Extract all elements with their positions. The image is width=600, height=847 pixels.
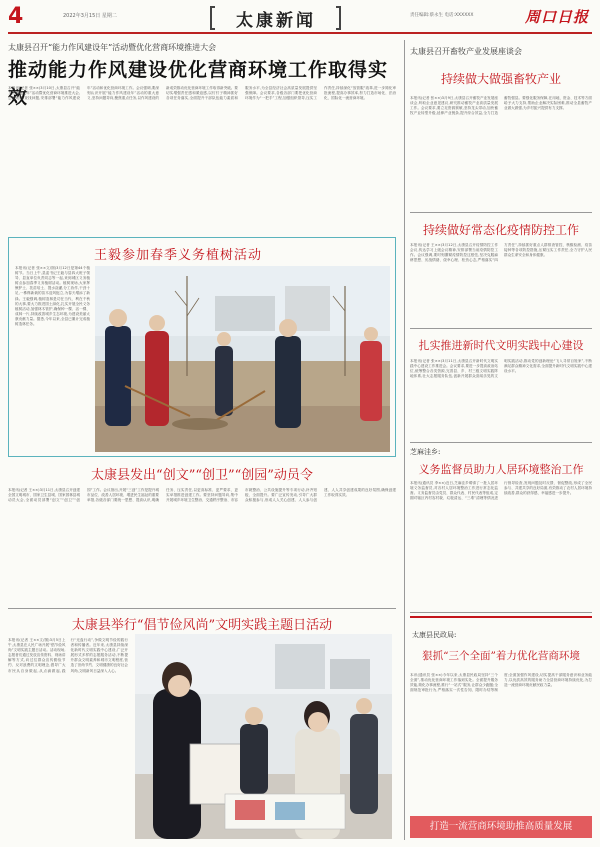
article-1-body: 本报讯(记者 张××)3月10日,太康县召开“能力作风建设年”活动暨优化营商环境推进大会,总结成绩,查找问题,安排部署“能力作风建设年”活动和优化营商环境工作。会议强调,要深刻认识开展“能力作风建设年”活动的重大意义,坚持问题导向,聚焦重点任务,以作风建设的新成效推动优化营商环境工作取得新突破。要切实增强责任感和紧迫感,以钉钉子精神抓好各项任务落实,全面提升干部队伍能力素质和服务水平,为全县经济社会高质量发展提供坚强保障。会议要求,各级各部门要把优化营商环境作为“一把手”工程,加强组织领导,压实工作责任,持续深化“放管服”改革,进一步简化审批流程,提高办事效率,努力打造市场化、法治化、国际化一流营商环境。 <box>8 86 396 101</box>
article-4-headline: 太康县举行“倡节俭风尚”文明实践主题日活动 <box>71 618 333 633</box>
article-2 <box>8 237 396 457</box>
right-article-5 <box>410 616 592 846</box>
right-article-5-kicker: 太康县民政局: <box>412 631 457 639</box>
column-divider <box>404 40 405 840</box>
right-article-2 <box>410 215 592 327</box>
article-2-headline: 王毅参加春季义务植树活动 <box>94 248 263 263</box>
right-article-4-kicker: 芝麻洼乡: <box>410 448 441 456</box>
right-divider-4 <box>410 612 592 613</box>
tree-planting-photo <box>95 266 390 452</box>
section-title: 太康新闻 <box>236 11 316 31</box>
right-article-2-headline: 持续做好常态化疫情防控工作 <box>422 223 579 237</box>
issue-date: 2022年3月15日 星期二 <box>63 13 117 19</box>
section-bracket-left <box>210 6 215 30</box>
right-divider-1 <box>410 212 592 213</box>
right-article-1-body: 本报讯(记者 张××)3月9日,太康县召开畜牧产业发展座谈会,听取企业意见建议,研究推动畜牧产业高质量发展工作。会议要求,要立足资源禀赋,坚持龙头带动,加快畜牧产业转型升级,延伸产业链条,提升综合效益,全力打造畜牧强县。要强化服务保障,在用地、资金、技术等方面给予大力支持,帮助企业解决实际困难,推动全县畜牧产业做大做强,为乡村振兴提供有力支撑。 <box>410 96 592 116</box>
right-article-4 <box>410 445 592 610</box>
right-column-header: 太康县召开畜牧产业发展座谈会 <box>410 47 522 56</box>
article-1-headline: 推动能力作风建设优化营商环境工作取得实效 <box>8 59 389 108</box>
masthead <box>0 0 600 32</box>
article-4-body: 本报讯(记者 王××文/图)3月5日上午,太康县在人民广场开展“倡节俭风尚”文明实践主题日活动。活动现场,志愿者们通过发放宣传资料、现场讲解等方式,向过往群众宣传勤俭节约、反对浪费的文明理念,倡导广大市民从自身做起,从点滴做起,践行“光盘行动”,争做文明节俭的践行者和传播者。近年来,太康县持续深化新时代文明实践中心建设,广泛开展形式多样的志愿服务活动,不断提升群众文明素养和城市文明程度,营造了崇尚节约、文明健康的良好社会风尚,文明新风日益深入人心。 <box>8 638 128 673</box>
right-article-2-body: 本报讯(记者 王××)3月12日,太康县召开疫情防控工作会议,传达学习上级会议精神,安排部署当前疫情防控工作。会议强调,要时刻绷紧疫情防控这根弦,坚决克服麻痹思想、厌战情绪、侥幸心理、松劲心态,严格落实“四方责任”,持续抓好重点人群排查管控、核酸检测、疫苗接种等各项防控措施,压紧压实工作责任,全力守护人民群众生命安全和身体健康。 <box>410 243 592 263</box>
section-bracket-right <box>336 6 341 30</box>
article-4 <box>8 612 396 842</box>
masthead-rule <box>8 32 592 34</box>
right-article-1-headline: 持续做大做强畜牧产业 <box>440 72 561 86</box>
brand-logo: 周口日报 <box>525 8 590 26</box>
volunteer-event-photo <box>135 634 392 839</box>
editor-line: 责任编辑:蔡永生 电话:XXXXXX <box>410 13 474 18</box>
right-article-5-banner: 打造一流营商环境助推高质量发展 <box>410 816 592 838</box>
right-article-4-body: 本报讯(通讯员 李××)近日,芝麻洼乡聘请了一批人居环境义务监督员,对各村人居环境整治工作进行常态化监督。义务监督员由党员、群众代表、村民代表等组成,定期对辖区内村容村貌、垃圾清运、“三堆”清理等情况进行督导检查,发现问题及时反馈、督促整改,形成了全民参与、共建共享的良好局面,有效推动了农村人居环境持续改善,群众的获得感、幸福感进一步提升。 <box>410 481 592 501</box>
divider-3-4 <box>8 608 396 609</box>
right-article-5-headline: 狠抓“三个全面”着力优化营商环境 <box>422 650 580 662</box>
article-3-body: 本报讯(记者 王××)3月11日,太康县召开创建全国文明城市、国家卫生县城、国家园林县城动员大会,全面动员部署“创文”“创卫”“创园”工作。会议指出,开展“三创”工作是提升城市品位、改善人居环境、增进民生福祉的重要举措,各级各部门要统一思想、提高认识,明确任务、压实责任,以更高标准、更严要求、更实举措推进创建工作。要坚持问题导向,集中开展城乡环境卫生整治、交通秩序整治、市容市貌整治、公共设施提升等专项行动,补齐短板、全面提升。要广泛宣传发动,引导广大群众积极参与,形成人人关心创建、人人参与创建、人人共享创建成果的良好氛围,确保创建工作取得实效。 <box>8 488 396 503</box>
page-number: 4 <box>8 4 24 29</box>
volunteer-event-photo-svg <box>135 634 392 839</box>
tree-planting-photo-svg <box>95 266 390 452</box>
right-article-4-headline: 义务监督员助力人居环境整治工作 <box>418 463 584 476</box>
article-2-body: 本报讯(记者 张××文/图)3月12日是第44个植树节。当日上午,县委书记王毅与县四大班子领导、县直单位负责同志等一起,来到城区义务植树点参加春季义务植树活动。植树现场,大家挥锹铲土、扶苗培土、提水浇灌,分工协作,干劲十足,一株株新栽的苗木迎风挺立,为春天增添了新绿。王毅强调,植树造林是功在当代、利在千秋的大事,要大力推进国土绿化,扎实开展全民义务植树活动,加强林木管护,确保种一棵、活一棵、成林一片,持续改善城乡生态环境,为建设美丽太康贡献力量。据悉,今年以来,全县已累计完成植树造林任务。 <box>15 266 90 327</box>
right-divider-2 <box>410 328 592 329</box>
right-article-1 <box>410 60 592 210</box>
right-divider-3 <box>410 442 592 443</box>
article-3 <box>8 462 396 607</box>
right-article-3-body: 本报讯(记者 张××)3月11日,太康县召开新时代文明实践中心建设工作推进会。会议要求,要进一步提高政治站位,统筹整合各类资源,完善县、乡、村三级文明实践阵地体系,壮大志愿服务队伍,创新开展群众喜闻乐见的文明实践活动,推动党的创新理论“飞入寻常百姓家”,不断满足群众精神文化需求,全面提升新时代文明实践中心建设水平。 <box>410 359 592 379</box>
right-article-3-headline: 扎实推进新时代文明实践中心建设 <box>418 339 584 352</box>
right-article-3 <box>410 331 592 441</box>
article-3-headline: 太康县发出“创文”“创卫”“创园”动员令 <box>91 468 313 483</box>
article-1-kicker: 太康县召开“能力作风建设年”活动暨优化营商环境推进大会 <box>8 43 217 52</box>
article-1 <box>8 40 396 235</box>
right-article-5-body: 本讯(通讯员 张××)今年以来,太康县民政局坚持“三个全面”,推动优化营商环境工作落到实处。全面提升服务效能,简化办事流程,推行“一站式”服务,让群众少跑腿;全面规范审批行为,严格落实一次性告知、限时办结等制度;全面加强作风建设,切实提高干部服务意识和业务能力,以优质高效的服务助力全县营商环境持续优化,为打造一流营商环境贡献民政力量。 <box>410 673 592 693</box>
